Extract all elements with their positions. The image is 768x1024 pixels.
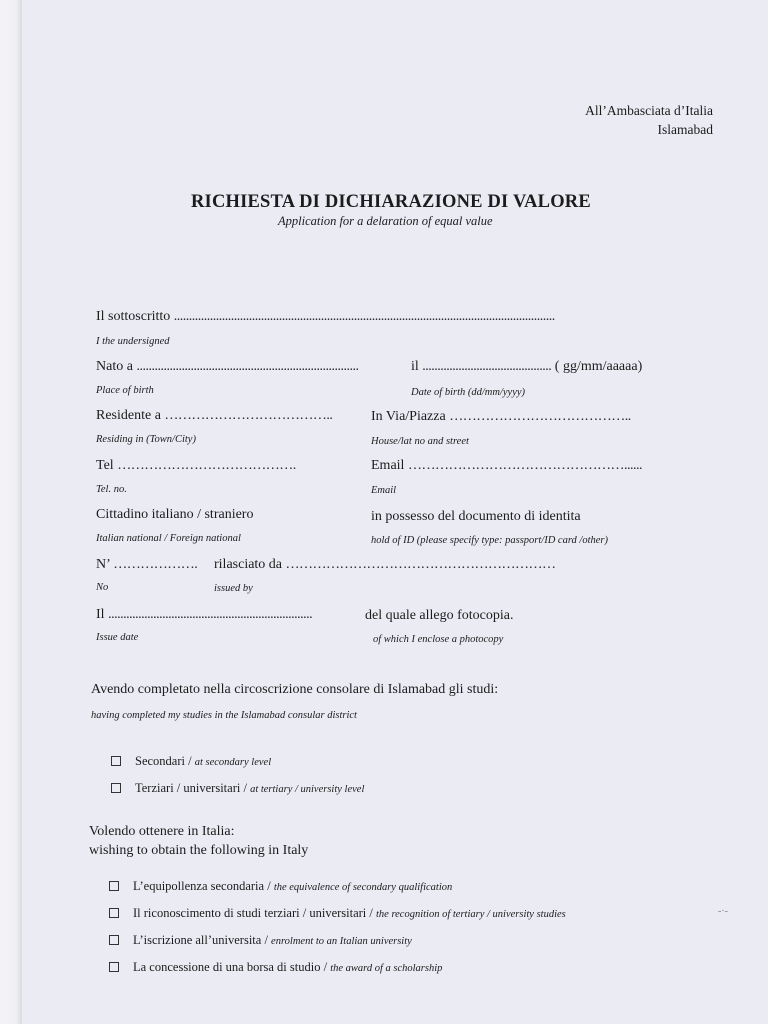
option-label-en: at tertiary / university level xyxy=(250,784,365,795)
fill-line: ………………………………….. xyxy=(449,409,631,424)
field-issue-date[interactable] xyxy=(96,607,312,623)
field-translation: hold of ID (please specify type: passport/ID card /other) xyxy=(371,535,608,546)
option-label-it: La concessione di una borsa di studio / xyxy=(133,960,328,974)
field-label: Email xyxy=(371,458,405,473)
form-page xyxy=(22,0,768,1024)
option-label-en: enrolment to an Italian university xyxy=(271,936,412,947)
checkbox[interactable] xyxy=(111,756,121,766)
checkbox[interactable] xyxy=(109,881,119,891)
field-label: Il xyxy=(96,607,105,622)
field-label: rilasciato da xyxy=(214,557,283,572)
fill-line: …………………………………. xyxy=(117,458,296,473)
studies-intro: Avendo completato nella circoscrizione consolare di Islamabad gli studi: xyxy=(91,682,499,697)
checkbox[interactable] xyxy=(109,908,119,918)
option-secondari[interactable] xyxy=(111,754,271,769)
field-birth-date[interactable] xyxy=(411,359,642,375)
field-documento[interactable]: in possesso del documento di identita xyxy=(371,509,581,524)
fill-line: ………………. xyxy=(113,557,198,572)
option-terziari[interactable] xyxy=(111,781,364,796)
obtain-intro: Volendo ottenere in Italia: xyxy=(89,824,235,839)
checkbox[interactable] xyxy=(111,783,121,793)
field-translation: No xyxy=(96,582,109,593)
field-label: Nato a xyxy=(96,359,133,374)
fill-line: …………………………………………………… xyxy=(285,557,556,572)
field-numero[interactable] xyxy=(96,557,197,573)
option-label-en: the equivalence of secondary qualification xyxy=(273,882,453,893)
fill-line: .......................................................................... xyxy=(136,359,359,374)
field-translation: House/lat no and street xyxy=(371,436,469,447)
field-label: Residente a xyxy=(96,408,161,423)
field-tel[interactable] xyxy=(96,458,296,474)
field-fotocopia: del quale allego fotocopia. xyxy=(365,608,514,623)
form-subtitle: Application for a delaration of equal value xyxy=(278,214,493,228)
field-cittadinanza[interactable]: Cittadino italiano / straniero xyxy=(96,507,254,522)
fill-line: ............................................................................................................................... xyxy=(173,309,555,324)
option-label-en: the award of a scholarship xyxy=(330,963,443,974)
field-sottoscritto[interactable] xyxy=(96,309,555,325)
scan-speck: -·- xyxy=(718,906,728,917)
field-nato[interactable] xyxy=(96,359,358,375)
option-label-en: the recognition of tertiary / university studies xyxy=(376,909,566,920)
option-iscrizione[interactable] xyxy=(109,933,412,948)
field-rilasciato[interactable] xyxy=(214,557,556,573)
fill-line: .................................................................... xyxy=(108,607,313,622)
recipient-line-1: All’Ambasciata d’Italia xyxy=(585,103,713,118)
date-format-hint: ( gg/mm/aaaaa) xyxy=(554,359,643,374)
field-label: il xyxy=(411,359,419,374)
option-label-it: L’iscrizione all’universita / xyxy=(133,933,268,947)
option-label-it: Secondari / xyxy=(135,754,192,768)
fill-line: …………………………………………...... xyxy=(407,458,642,473)
recipient-line-2: Islamabad xyxy=(657,122,713,137)
field-via[interactable] xyxy=(371,409,631,425)
field-translation: I the undersigned xyxy=(96,336,170,347)
scan-left-edge xyxy=(0,0,22,1024)
field-label: N’ xyxy=(96,557,110,572)
field-translation: issued by xyxy=(214,583,253,594)
option-riconoscimento[interactable] xyxy=(109,906,566,921)
option-label-it: L’equipollenza secondaria / xyxy=(133,879,271,893)
field-translation: of which I enclose a photocopy xyxy=(373,634,504,645)
field-translation: Email xyxy=(371,485,397,496)
field-translation: Tel. no. xyxy=(96,484,127,495)
checkbox[interactable] xyxy=(109,935,119,945)
form-title: RICHIESTA DI DICHIARAZIONE DI VALORE xyxy=(191,192,591,212)
field-label: In Via/Piazza xyxy=(371,409,446,424)
field-residente[interactable] xyxy=(96,408,332,424)
field-label: Il sottoscritto xyxy=(96,309,171,324)
option-label-it: Il riconoscimento di studi terziari / universitari / xyxy=(133,906,373,920)
fill-line: ........................................... xyxy=(422,359,552,374)
option-borsa-di-studio[interactable] xyxy=(109,960,442,975)
field-translation: Residing in (Town/City) xyxy=(96,434,196,445)
option-label-en: at secondary level xyxy=(194,757,272,768)
obtain-intro-translation: wishing to obtain the following in Italy xyxy=(89,843,309,858)
field-translation: Date of birth (dd/mm/yyyy) xyxy=(411,387,526,398)
option-equipollenza[interactable] xyxy=(109,879,452,894)
field-translation: Place of birth xyxy=(96,385,154,396)
field-translation: Italian national / Foreign national xyxy=(96,533,241,544)
field-email[interactable] xyxy=(371,458,642,474)
studies-intro-translation: having completed my studies in the Islamabad consular district xyxy=(91,710,357,721)
fill-line: ……………………………….. xyxy=(164,408,333,423)
option-label-it: Terziari / universitari / xyxy=(135,781,247,795)
field-label: Tel xyxy=(96,458,114,473)
checkbox[interactable] xyxy=(109,962,119,972)
field-translation: Issue date xyxy=(96,632,139,643)
